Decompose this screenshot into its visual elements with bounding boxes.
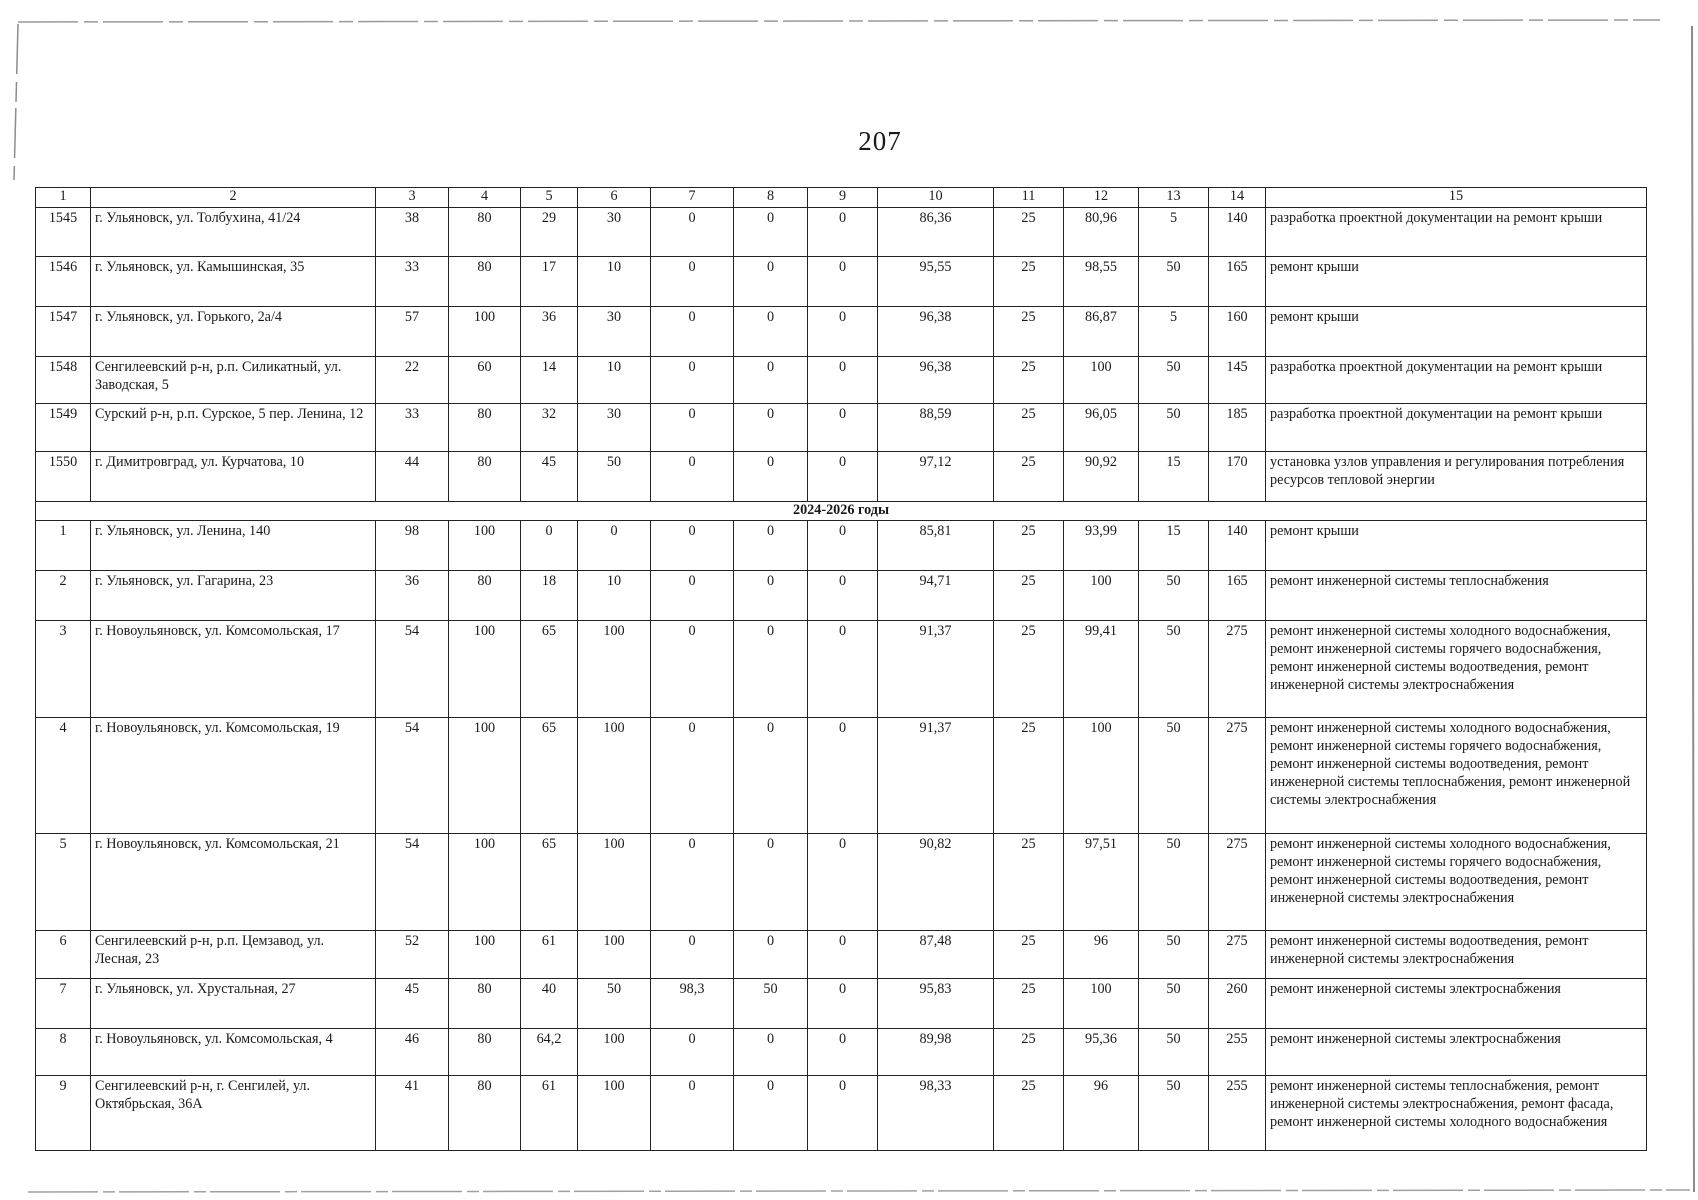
value-cell: 25: [994, 452, 1064, 502]
value-cell: 100: [449, 620, 521, 717]
value-cell: 165: [1209, 571, 1266, 621]
value-cell: 0: [651, 356, 734, 404]
value-cell: 100: [578, 1028, 651, 1076]
value-cell: 57: [376, 307, 449, 357]
table-row: [36, 1028, 1647, 1076]
value-cell: 0: [521, 521, 578, 571]
table-row: [36, 571, 1647, 621]
value-cell: 88,59: [878, 404, 994, 452]
value-cell: 25: [994, 571, 1064, 621]
value-cell: 0: [651, 1076, 734, 1151]
value-cell: 0: [651, 307, 734, 357]
value-cell: 0: [808, 404, 878, 452]
value-cell: 25: [994, 979, 1064, 1029]
value-cell: 30: [578, 404, 651, 452]
value-cell: 0: [808, 356, 878, 404]
value-cell: 97,12: [878, 452, 994, 502]
work-type-cell: ремонт инженерной системы электроснабжения: [1266, 979, 1647, 1029]
value-cell: 170: [1209, 452, 1266, 502]
column-header: 1: [36, 188, 91, 208]
value-cell: 50: [1139, 718, 1209, 834]
row-number: 1548: [36, 356, 91, 404]
value-cell: 80: [449, 207, 521, 257]
value-cell: 0: [808, 1028, 878, 1076]
value-cell: 25: [994, 718, 1064, 834]
column-header: 13: [1139, 188, 1209, 208]
value-cell: 93,99: [1064, 521, 1139, 571]
work-type-cell: ремонт инженерной системы холодного водоснабжения, ремонт инженерной системы горячего водоснабжения, ремонт инженерной системы водоотведения, ремонт инженерной системы электроснабжения: [1266, 834, 1647, 931]
address-cell: г. Ульяновск, ул. Хрустальная, 27: [91, 979, 376, 1029]
value-cell: 25: [994, 931, 1064, 979]
table-row: [36, 979, 1647, 1029]
row-number: 1550: [36, 452, 91, 502]
value-cell: 0: [651, 1028, 734, 1076]
work-type-cell: ремонт инженерной системы холодного водоснабжения, ремонт инженерной системы горячего водоснабжения, ремонт инженерной системы водоотведения, ремонт инженерной системы электроснабжения: [1266, 620, 1647, 717]
value-cell: 86,36: [878, 207, 994, 257]
work-type-cell: разработка проектной документации на ремонт крыши: [1266, 207, 1647, 257]
value-cell: 29: [521, 207, 578, 257]
value-cell: 5: [1139, 307, 1209, 357]
table-row: [36, 521, 1647, 571]
column-header: 7: [651, 188, 734, 208]
value-cell: 87,48: [878, 931, 994, 979]
value-cell: 0: [734, 571, 808, 621]
value-cell: 160: [1209, 307, 1266, 357]
column-header: 4: [449, 188, 521, 208]
value-cell: 32: [521, 404, 578, 452]
value-cell: 54: [376, 620, 449, 717]
value-cell: 0: [808, 257, 878, 307]
value-cell: 54: [376, 718, 449, 834]
value-cell: 52: [376, 931, 449, 979]
row-number: 3: [36, 620, 91, 717]
column-header: 5: [521, 188, 578, 208]
value-cell: 38: [376, 207, 449, 257]
value-cell: 36: [376, 571, 449, 621]
value-cell: 95,55: [878, 257, 994, 307]
address-cell: Сенгилеевский р-н, р.п. Силикатный, ул. Заводская, 5: [91, 356, 376, 404]
section-title: 2024-2026 годы: [36, 501, 1647, 521]
value-cell: 0: [734, 404, 808, 452]
value-cell: 0: [734, 257, 808, 307]
value-cell: 50: [1139, 356, 1209, 404]
work-type-cell: ремонт инженерной системы электроснабжения: [1266, 1028, 1647, 1076]
column-header: 8: [734, 188, 808, 208]
value-cell: 0: [734, 521, 808, 571]
value-cell: 25: [994, 257, 1064, 307]
page-number: 207: [858, 126, 902, 156]
table-row: [36, 1076, 1647, 1151]
value-cell: 80: [449, 571, 521, 621]
value-cell: 0: [808, 452, 878, 502]
value-cell: 94,71: [878, 571, 994, 621]
value-cell: 96,05: [1064, 404, 1139, 452]
address-cell: г. Новоульяновск, ул. Комсомольская, 21: [91, 834, 376, 931]
value-cell: 0: [651, 620, 734, 717]
value-cell: 45: [376, 979, 449, 1029]
value-cell: 140: [1209, 207, 1266, 257]
value-cell: 50: [1139, 979, 1209, 1029]
value-cell: 145: [1209, 356, 1266, 404]
value-cell: 36: [521, 307, 578, 357]
value-cell: 0: [651, 931, 734, 979]
value-cell: 61: [521, 1076, 578, 1151]
value-cell: 50: [1139, 571, 1209, 621]
column-header: 10: [878, 188, 994, 208]
address-cell: Сенгилеевский р-н, р.п. Цемзавод, ул. Лесная, 23: [91, 931, 376, 979]
row-number: 9: [36, 1076, 91, 1151]
value-cell: 99,41: [1064, 620, 1139, 717]
value-cell: 100: [578, 834, 651, 931]
value-cell: 22: [376, 356, 449, 404]
value-cell: 98,55: [1064, 257, 1139, 307]
value-cell: 0: [734, 834, 808, 931]
value-cell: 100: [578, 1076, 651, 1151]
value-cell: 25: [994, 521, 1064, 571]
address-cell: г. Новоульяновск, ул. Комсомольская, 4: [91, 1028, 376, 1076]
value-cell: 33: [376, 404, 449, 452]
value-cell: 96,38: [878, 356, 994, 404]
value-cell: 0: [734, 1076, 808, 1151]
row-number: 1547: [36, 307, 91, 357]
value-cell: 10: [578, 356, 651, 404]
value-cell: 15: [1139, 521, 1209, 571]
work-type-cell: ремонт крыши: [1266, 307, 1647, 357]
value-cell: 275: [1209, 718, 1266, 834]
address-cell: г. Ульяновск, ул. Горького, 2а/4: [91, 307, 376, 357]
value-cell: 80: [449, 452, 521, 502]
value-cell: 25: [994, 834, 1064, 931]
value-cell: 0: [734, 620, 808, 717]
value-cell: 0: [651, 521, 734, 571]
value-cell: 100: [1064, 979, 1139, 1029]
value-cell: 64,2: [521, 1028, 578, 1076]
value-cell: 100: [578, 620, 651, 717]
table-row: [36, 834, 1647, 931]
table-row: [36, 257, 1647, 307]
value-cell: 50: [1139, 931, 1209, 979]
value-cell: 0: [808, 718, 878, 834]
value-cell: 0: [734, 207, 808, 257]
column-header: 3: [376, 188, 449, 208]
value-cell: 100: [1064, 356, 1139, 404]
column-header: 9: [808, 188, 878, 208]
table-row: [36, 307, 1647, 357]
value-cell: 255: [1209, 1076, 1266, 1151]
value-cell: 98,3: [651, 979, 734, 1029]
value-cell: 50: [734, 979, 808, 1029]
value-cell: 255: [1209, 1028, 1266, 1076]
table-row: [36, 404, 1647, 452]
value-cell: 54: [376, 834, 449, 931]
value-cell: 65: [521, 718, 578, 834]
value-cell: 95,36: [1064, 1028, 1139, 1076]
address-cell: г. Димитровград, ул. Курчатова, 10: [91, 452, 376, 502]
value-cell: 50: [1139, 257, 1209, 307]
row-number: 1: [36, 521, 91, 571]
value-cell: 10: [578, 257, 651, 307]
header-row: [36, 188, 1647, 208]
value-cell: 0: [808, 834, 878, 931]
value-cell: 0: [651, 718, 734, 834]
value-cell: 100: [1064, 718, 1139, 834]
value-cell: 0: [651, 452, 734, 502]
value-cell: 25: [994, 1028, 1064, 1076]
value-cell: 60: [449, 356, 521, 404]
row-number: 8: [36, 1028, 91, 1076]
value-cell: 0: [651, 207, 734, 257]
address-cell: г. Ульяновск, ул. Ленина, 140: [91, 521, 376, 571]
value-cell: 0: [651, 404, 734, 452]
value-cell: 0: [651, 834, 734, 931]
address-cell: г. Ульяновск, ул. Гагарина, 23: [91, 571, 376, 621]
value-cell: 0: [578, 521, 651, 571]
value-cell: 25: [994, 404, 1064, 452]
value-cell: 91,37: [878, 718, 994, 834]
value-cell: 90,92: [1064, 452, 1139, 502]
value-cell: 0: [734, 356, 808, 404]
value-cell: 80: [449, 404, 521, 452]
address-cell: г. Ульяновск, ул. Камышинская, 35: [91, 257, 376, 307]
value-cell: 90,82: [878, 834, 994, 931]
value-cell: 96: [1064, 931, 1139, 979]
value-cell: 50: [578, 452, 651, 502]
value-cell: 65: [521, 620, 578, 717]
table-row: [36, 620, 1647, 717]
value-cell: 44: [376, 452, 449, 502]
address-cell: г. Новоульяновск, ул. Комсомольская, 17: [91, 620, 376, 717]
value-cell: 30: [578, 307, 651, 357]
column-header: 6: [578, 188, 651, 208]
value-cell: 14: [521, 356, 578, 404]
value-cell: 0: [651, 257, 734, 307]
value-cell: 0: [734, 307, 808, 357]
work-type-cell: ремонт инженерной системы холодного водоснабжения, ремонт инженерной системы горячего водоснабжения, ремонт инженерной системы водоотведения, ремонт инженерной системы теплоснабжения, ремонт инженерной системы электроснабжения: [1266, 718, 1647, 834]
value-cell: 165: [1209, 257, 1266, 307]
value-cell: 0: [808, 931, 878, 979]
work-type-cell: ремонт крыши: [1266, 257, 1647, 307]
value-cell: 100: [449, 307, 521, 357]
value-cell: 50: [1139, 1076, 1209, 1151]
value-cell: 100: [449, 931, 521, 979]
value-cell: 140: [1209, 521, 1266, 571]
work-type-cell: установка узлов управления и регулирования потребления ресурсов тепловой энергии: [1266, 452, 1647, 502]
work-type-cell: ремонт инженерной системы теплоснабжения, ремонт инженерной системы электроснабжения, ремонт фасада, ремонт инженерной системы холодного водоснабжения: [1266, 1076, 1647, 1151]
value-cell: 89,98: [878, 1028, 994, 1076]
row-number: 4: [36, 718, 91, 834]
row-number: 2: [36, 571, 91, 621]
value-cell: 100: [578, 718, 651, 834]
work-type-cell: разработка проектной документации на ремонт крыши: [1266, 404, 1647, 452]
value-cell: 0: [808, 620, 878, 717]
row-number: 7: [36, 979, 91, 1029]
value-cell: 86,87: [1064, 307, 1139, 357]
value-cell: 80: [449, 979, 521, 1029]
value-cell: 80: [449, 1028, 521, 1076]
value-cell: 98,33: [878, 1076, 994, 1151]
value-cell: 0: [808, 307, 878, 357]
value-cell: 5: [1139, 207, 1209, 257]
value-cell: 65: [521, 834, 578, 931]
table-row: [36, 207, 1647, 257]
value-cell: 275: [1209, 620, 1266, 717]
value-cell: 96,38: [878, 307, 994, 357]
value-cell: 40: [521, 979, 578, 1029]
value-cell: 10: [578, 571, 651, 621]
value-cell: 97,51: [1064, 834, 1139, 931]
address-cell: г. Новоульяновск, ул. Комсомольская, 19: [91, 718, 376, 834]
value-cell: 100: [449, 718, 521, 834]
table-row: [36, 356, 1647, 404]
value-cell: 80: [449, 1076, 521, 1151]
value-cell: 0: [651, 571, 734, 621]
value-cell: 260: [1209, 979, 1266, 1029]
value-cell: 0: [734, 931, 808, 979]
work-type-cell: ремонт крыши: [1266, 521, 1647, 571]
value-cell: 0: [734, 718, 808, 834]
value-cell: 0: [808, 571, 878, 621]
value-cell: 100: [449, 521, 521, 571]
value-cell: 17: [521, 257, 578, 307]
value-cell: 0: [808, 979, 878, 1029]
value-cell: 61: [521, 931, 578, 979]
value-cell: 30: [578, 207, 651, 257]
value-cell: 0: [808, 1076, 878, 1151]
row-number: 6: [36, 931, 91, 979]
value-cell: 0: [808, 207, 878, 257]
value-cell: 80,96: [1064, 207, 1139, 257]
value-cell: 25: [994, 207, 1064, 257]
value-cell: 85,81: [878, 521, 994, 571]
address-cell: Сенгилеевский р-н, г. Сенгилей, ул. Октябрьская, 36А: [91, 1076, 376, 1151]
address-cell: Сурский р-н, р.п. Сурское, 5 пер. Ленина, 12: [91, 404, 376, 452]
value-cell: 46: [376, 1028, 449, 1076]
row-number: 1549: [36, 404, 91, 452]
value-cell: 25: [994, 620, 1064, 717]
value-cell: 275: [1209, 834, 1266, 931]
column-header: 14: [1209, 188, 1266, 208]
work-type-cell: ремонт инженерной системы водоотведения, ремонт инженерной системы электроснабжения: [1266, 931, 1647, 979]
column-header: 11: [994, 188, 1064, 208]
value-cell: 50: [1139, 834, 1209, 931]
value-cell: 100: [1064, 571, 1139, 621]
section-row: [36, 501, 1647, 521]
value-cell: 18: [521, 571, 578, 621]
column-header: 2: [91, 188, 376, 208]
value-cell: 25: [994, 307, 1064, 357]
column-header: 12: [1064, 188, 1139, 208]
row-number: 1545: [36, 207, 91, 257]
value-cell: 41: [376, 1076, 449, 1151]
value-cell: 0: [734, 452, 808, 502]
value-cell: 100: [578, 931, 651, 979]
table-row: [36, 931, 1647, 979]
value-cell: 91,37: [878, 620, 994, 717]
value-cell: 100: [449, 834, 521, 931]
value-cell: 275: [1209, 931, 1266, 979]
column-header: 15: [1266, 188, 1647, 208]
value-cell: 98: [376, 521, 449, 571]
table-row: [36, 718, 1647, 834]
value-cell: 80: [449, 257, 521, 307]
program-table: [35, 187, 1647, 1151]
row-number: 5: [36, 834, 91, 931]
value-cell: 50: [1139, 1028, 1209, 1076]
value-cell: 15: [1139, 452, 1209, 502]
value-cell: 0: [734, 1028, 808, 1076]
address-cell: г. Ульяновск, ул. Толбухина, 41/24: [91, 207, 376, 257]
work-type-cell: разработка проектной документации на ремонт крыши: [1266, 356, 1647, 404]
value-cell: 33: [376, 257, 449, 307]
value-cell: 50: [1139, 404, 1209, 452]
value-cell: 25: [994, 1076, 1064, 1151]
value-cell: 45: [521, 452, 578, 502]
value-cell: 96: [1064, 1076, 1139, 1151]
value-cell: 185: [1209, 404, 1266, 452]
value-cell: 0: [808, 521, 878, 571]
value-cell: 95,83: [878, 979, 994, 1029]
value-cell: 50: [1139, 620, 1209, 717]
row-number: 1546: [36, 257, 91, 307]
value-cell: 25: [994, 356, 1064, 404]
value-cell: 50: [578, 979, 651, 1029]
table-row: [36, 452, 1647, 502]
work-type-cell: ремонт инженерной системы теплоснабжения: [1266, 571, 1647, 621]
